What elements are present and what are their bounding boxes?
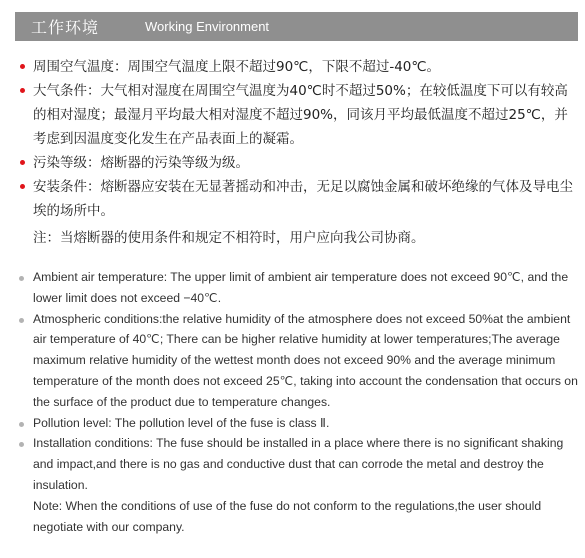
cn-item-temperature: 周围空气温度：周围空气温度上限不超过90℃，下限不超过-40℃。 [20,55,580,79]
en-item-atmosphere: Atmospheric conditions:the relative humidity of the atmosphere does not exceed 50%at the ambient air temperature of 40℃; There can be higher relative humidity at lower temperatures;The average maximum relative humidity of the wettest month does not exceed 90% and the average minimum temperature of the month does not exceed 25℃, taking into account the condensation that occurs on the surface of the product due to temperature changes. [18,309,580,413]
section-header [15,12,578,41]
cn-item-pollution: 污染等级：熔断器的污染等级为级。 [20,151,580,175]
section-title-en: Working Environment [145,19,270,34]
en-note: Note: When the conditions of use of the fuse do not conform to the regulations,the user should negotiate with our company. [33,498,542,534]
cn-note: 注：当熔断器的使用条件和规定不相符时，用户应向我公司协商。 [33,230,425,246]
cn-item-atmosphere: 大气条件：大气相对湿度在周围空气温度为40℃时不超过50%；在较低温度下可以有较高的相对湿度；最湿月平均最大相对湿度不超过90%，同该月平均最低温度不超过25℃，并考虑到因温度变化发生在产品表面上的凝霜。 [20,79,580,151]
en-item-installation: Installation conditions: The fuse should be installed in a place where there is no significant shaking and impact,and there is no gas and conductive dust that can corrode the metal and destroy the insulation. [18,433,580,495]
red-bullet-icon [20,184,25,189]
en-item-pollution: Pollution level: The pollution level of the fuse is class Ⅱ. [18,413,580,434]
grey-bullet-icon [19,442,24,447]
en-item-temperature: Ambient air temperature: The upper limit of ambient air temperature does not exceed 90℃, and the lower limit does not exceed −40℃. [18,267,580,309]
cn-item-installation: 安装条件：熔断器应安装在无显著摇动和冲击，无足以腐蚀金属和破坏绝缘的气体及导电尘埃的场所中。 [20,175,580,223]
red-bullet-icon [20,160,25,165]
grey-bullet-icon [19,318,24,323]
chinese-conditions-list [20,55,580,250]
red-bullet-icon [20,64,25,69]
red-bullet-icon [20,88,25,93]
grey-bullet-icon [19,422,24,427]
section-title-cn: 工作环境 [31,18,100,37]
english-conditions-list [18,267,580,537]
grey-bullet-icon [19,276,24,281]
